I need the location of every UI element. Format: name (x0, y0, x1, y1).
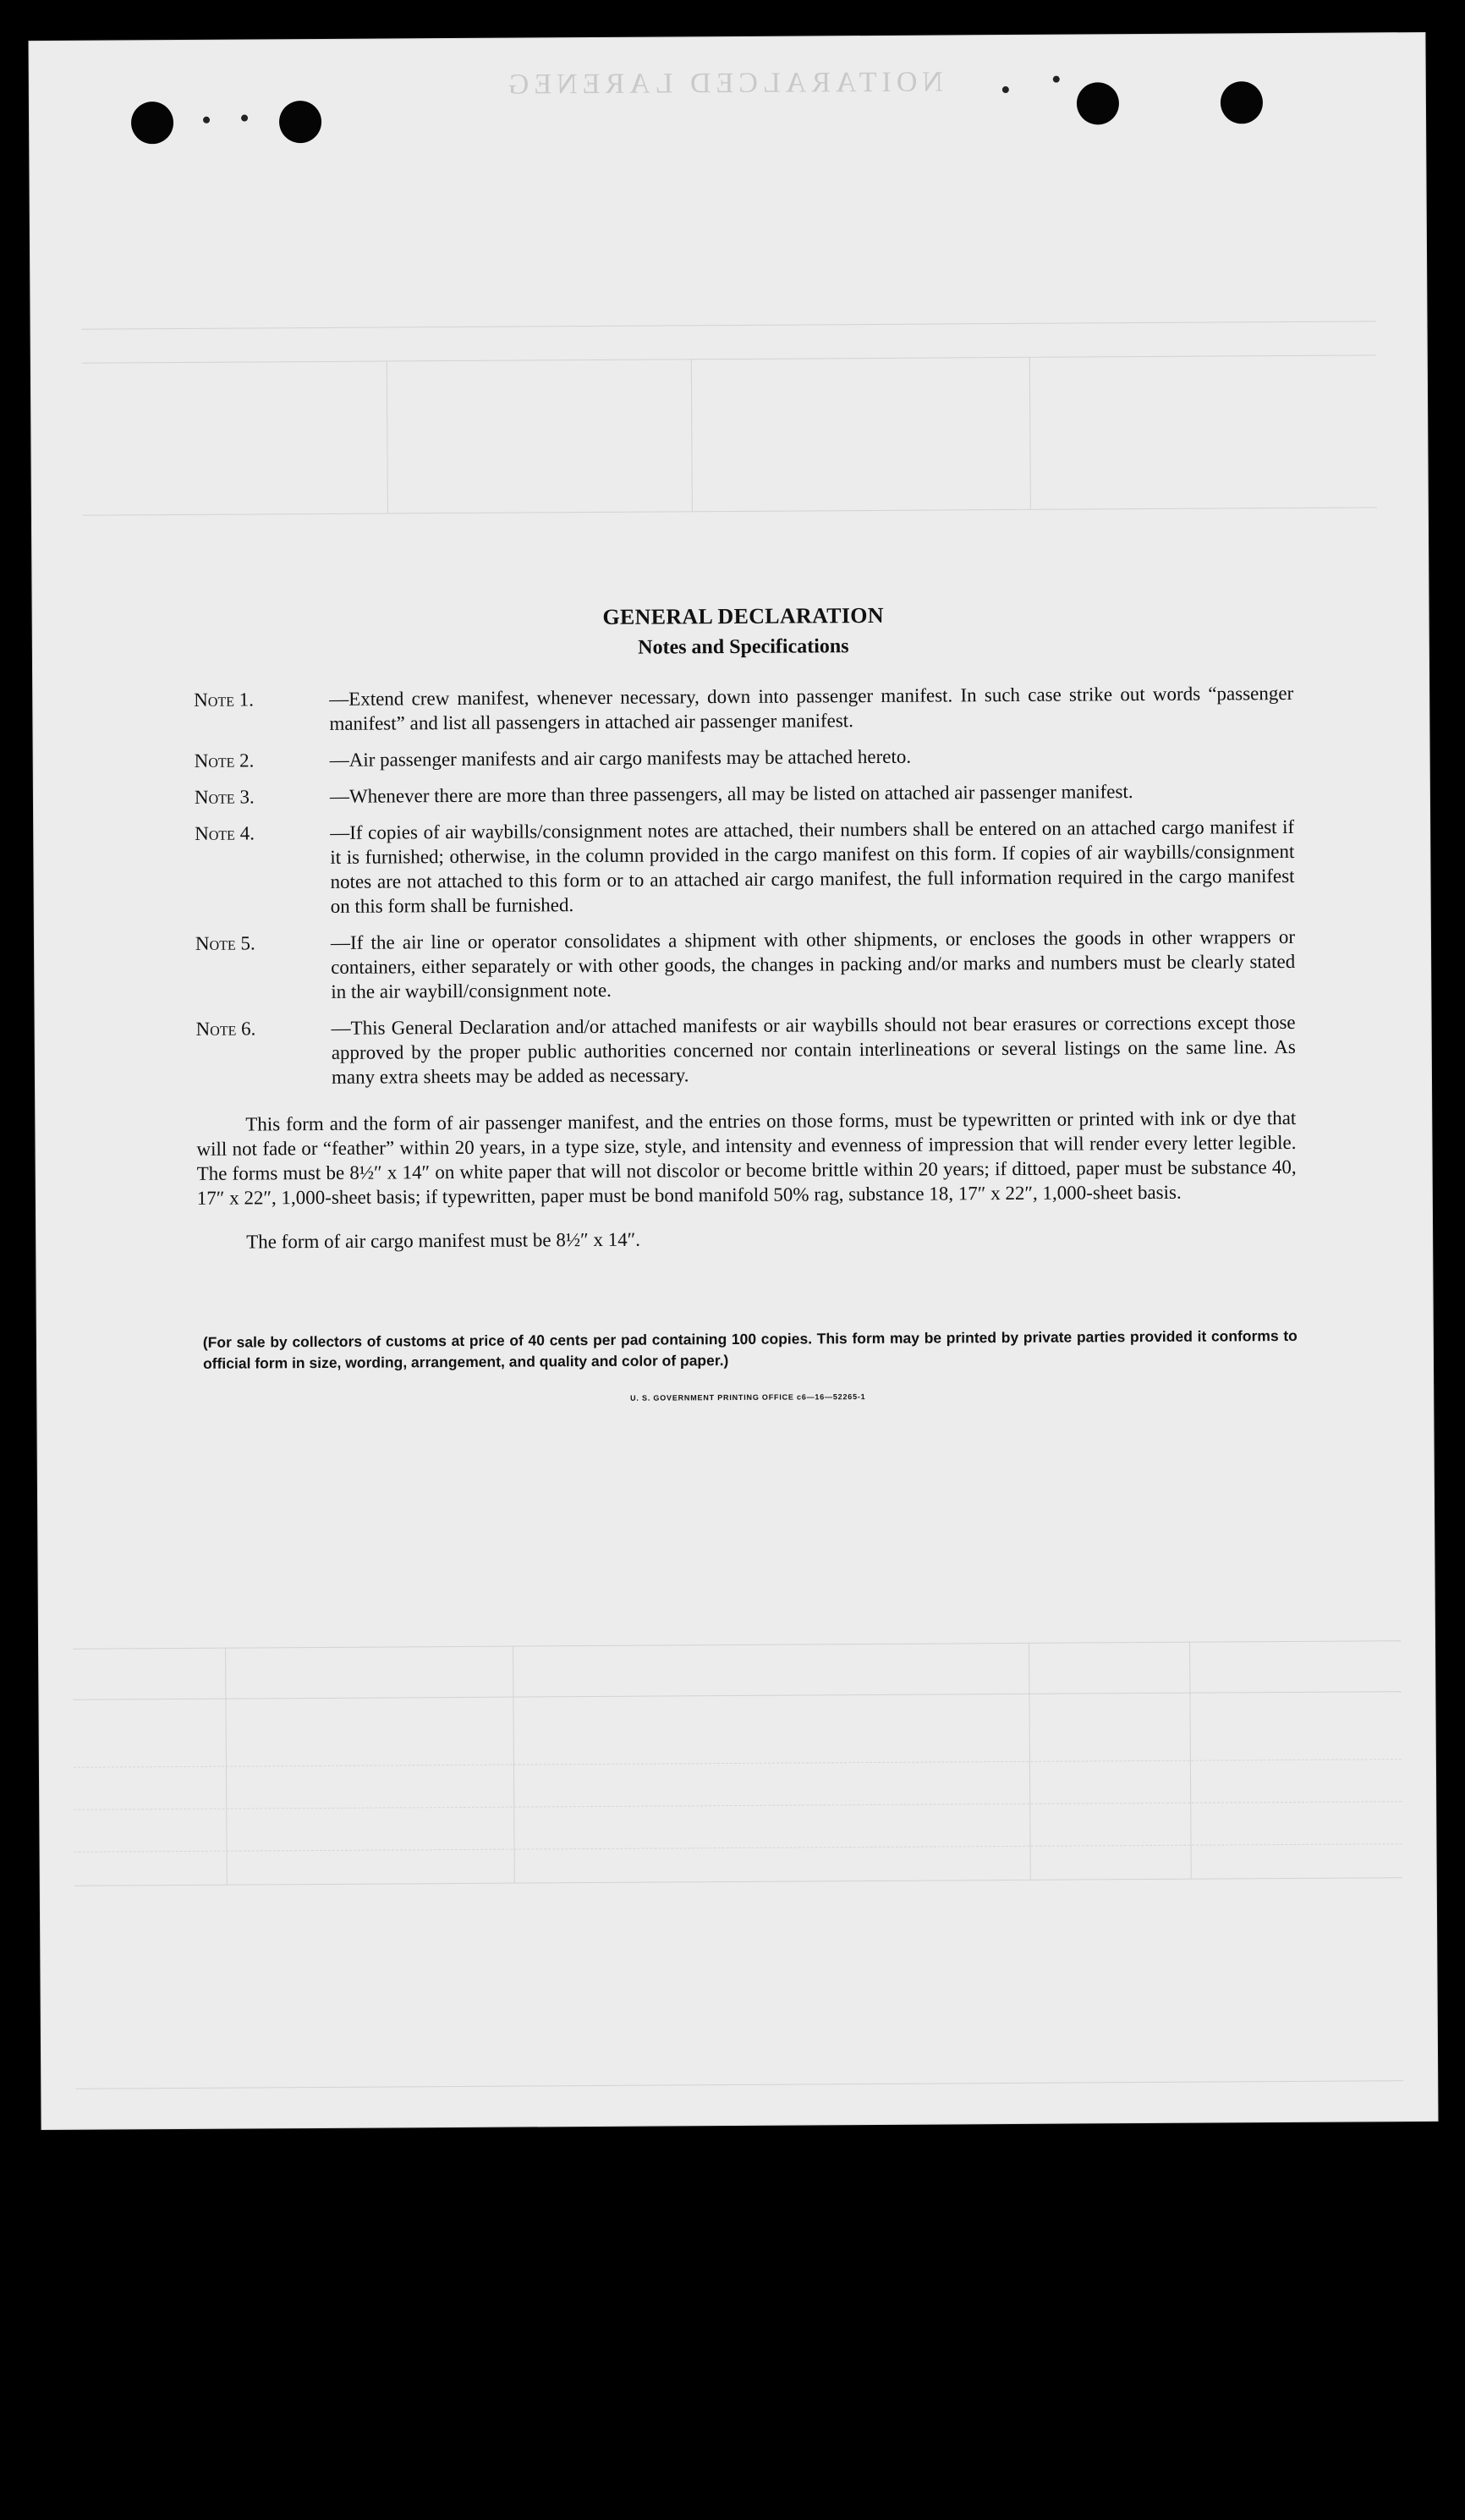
punch-hole (1077, 82, 1119, 124)
punch-hole (279, 101, 321, 143)
document-page (29, 33, 1437, 2129)
bleed-through-rule (74, 1843, 1402, 1853)
note-4 (195, 815, 1295, 920)
notes-section (194, 601, 1298, 1413)
sale-notice: (For sale by collectors of customs at price of 40 cents per pad containing 100 copies. This form may be printed by private parties provided it conforms to official form in size, wording, arrangement, and quality and color of paper.) (202, 1326, 1298, 1372)
note-label: Note 1. (194, 689, 255, 711)
bleed-through-rule (73, 1640, 1401, 1650)
ink-speck (203, 117, 210, 124)
note-1 (194, 681, 1293, 737)
note-2 (195, 742, 1294, 773)
punch-hole (1221, 81, 1263, 124)
bleed-through-rule (82, 354, 1376, 363)
note-text: —Whenever there are more than three passengers, all may be listed on attached air passenger manifest. (329, 781, 1133, 807)
note-label: Note 4. (195, 822, 255, 844)
bleed-through-title: NOITARALCED LARENEG (502, 66, 944, 101)
bleed-through-rule (74, 1877, 1402, 1886)
printer-imprint: U. S. GOVERNMENT PRINTING OFFICE c6—16—52265-1 (630, 1392, 866, 1403)
note-label: Note 3. (194, 786, 255, 808)
page-subtitle: Notes and Specifications (638, 635, 849, 659)
note-3 (195, 778, 1294, 810)
form-specification-paragraph: This form and the form of air passenger manifest, and the entries on those forms, must be typewritten or printed with ink or dye that will not fade or “feather” within 20 years, in a type size, style, and intensity and evenness of impression that will render every letter legible. The forms must be 8½″ x 14″ on white paper that will not discolor or become brittle within 20 years; if dittoed, paper must be substance 40, 17″ x 22″, 1,000-sheet basis; if typewritten, paper must be bond manifold 50% rag, substance 18, 17″ x 22″, 1,000-sheet basis. (196, 1106, 1297, 1209)
punch-hole (131, 102, 173, 144)
note-6 (196, 1010, 1297, 1090)
note-text: —If copies of air waybills/consignment notes are attached, their numbers shall be entered on an attached cargo manifest if it is furnished; otherwise, in the column provided in the cargo manifest on this form. If copies of air waybills/consignment notes are not attached to this form or to an attached air cargo manifest, the full information required in the cargo manifest on this form shall be furnished. (330, 815, 1295, 917)
bleed-through-rule (75, 2080, 1403, 2089)
bleed-through-rule (691, 359, 693, 511)
ink-speck (1002, 86, 1009, 93)
note-label: Note 2. (194, 749, 255, 771)
ink-speck (1053, 76, 1060, 83)
note-5 (195, 925, 1296, 1005)
ink-speck (241, 114, 248, 121)
cargo-manifest-size-line: The form of air cargo manifest must be 8½″ x 14″. (246, 1228, 641, 1253)
note-text: —If the air line or operator consolidates a shipment with other shipments, or encloses the goods in other wrappers or containers, either separately or with other goods, the changes in packing and/or marks and numbers must be clearly stated in the air waybill/consignment note. (330, 925, 1296, 1002)
note-label: Note 6. (195, 1018, 256, 1040)
note-text: —This General Declaration and/or attached manifests or air waybills should not bear erasures or corrections except those approved by the proper public authorities concerned nor contain interlineations or several listings on the same line. As many extra sheets may be added as necessary. (331, 1011, 1296, 1088)
bleed-through-rule (74, 1801, 1402, 1810)
note-text: —Air passenger manifests and air cargo manifests may be attached hereto. (329, 745, 912, 771)
bleed-through-rule (82, 321, 1376, 329)
bleed-through-rule (83, 507, 1377, 515)
note-label: Note 5. (195, 932, 255, 954)
page-title: GENERAL DECLARATION (602, 602, 884, 629)
note-text: —Extend crew manifest, whenever necessary, down into passenger manifest. In such case strike out words “passenger manifest” and list all passengers in attached air passenger manifest. (329, 682, 1294, 734)
bleed-through-rule (387, 360, 388, 513)
bleed-through-rule (73, 1691, 1401, 1700)
bleed-through-rule (74, 1759, 1402, 1768)
bleed-through-rule (1029, 357, 1031, 509)
